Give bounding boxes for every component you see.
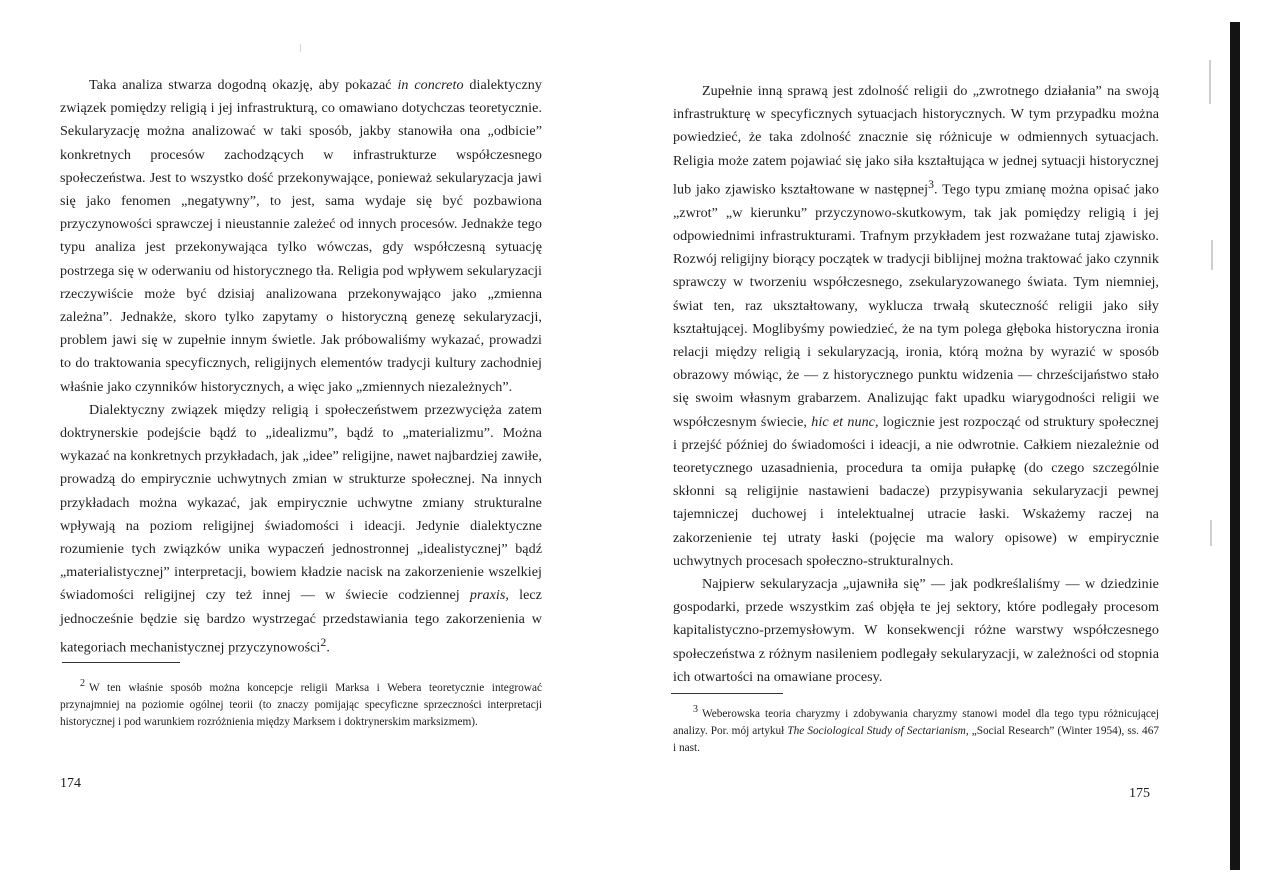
page-number: 175 [1129, 786, 1150, 801]
text-run: Taka analiza stwarza dogodną okazję, aby pokazać [89, 77, 398, 93]
right-body-text [673, 80, 1159, 689]
right-page [631, 0, 1262, 894]
italic-article-title: The Sociological Study of Sectarianism, [787, 725, 969, 738]
footnote [60, 680, 542, 732]
footnote [673, 706, 1159, 758]
page-number: 174 [60, 776, 81, 791]
scan-speck [1210, 520, 1212, 546]
italic-term: praxis, [469, 587, 509, 604]
footnote-text: Weberowska teoria charyzmy i zdobywania charyzmy stanowi model dla tego typu różnicującej analizy. Por. mój artykuł [673, 708, 1159, 738]
left-body-text [60, 74, 542, 660]
text-run: dialektyczny związek pomiędzy religią i jej infrastrukturą, co omawiano dotychczas teoretycznie. Sekularyzację można analizować w taki sposób, jakby stanowiła ona „odbicie” konkretnych procesów zachodzących w infrastrukturze współczesnego społeczeństwa. Jest to wszystko dość przekonywające, ponieważ sekularyzacja jawi się jako fenomen „negatywny”, to jest, sama wydaje się być pozbawiona przyczynowości sprawczej i nieustannie zależeć od innych procesów. Jednakże tego typu analiza jest przekonywająca tylko wówczas, gdy współczesną sytuację postrzega się w oderwaniu od historycznego tła. Religia pod wpływem sekularyzacji rzeczywiście może być dzisiaj analizowana przekonywająco jako „zmienna zależna”. Jednakże, skoro tylko zapytamy o historyczną genezę sekularyzacji, problem jawi się w zupełnie innym świetle. Jak próbowaliśmy wykazać, prowadzi to do traktowania specyficznych, religijnych elementów tradycji kultury zachodniej właśnie jako czynników historycznych, a więc jako „zmiennych niezależnych”. [60, 77, 542, 395]
paragraph [673, 80, 1159, 573]
scan-speck [1209, 60, 1211, 104]
italic-term: hic et nunc, [811, 413, 879, 430]
paragraph [673, 573, 1159, 689]
scan-edge-bar [1230, 22, 1240, 870]
paragraph [60, 399, 542, 660]
footnote-marker: 2 [320, 635, 327, 649]
paragraph [60, 74, 542, 399]
text-run: . Tego typu zmianę można opisać jako „zwrot” „w kierunku” przyczynowo-skutkowym, tak jak pomiędzy religią i jej odpowiednimi infrastrukturami. Trafnym przykładem jest rozważane tutaj zjawisko. Rozwój religijny biorący początek w tradycji biblijnej można traktować jako czynnik sprawczy w tworzeniu współczesnego, zsekularyzowanego świata. Tym niemniej, świat ten, raz ukształtowany, wyklucza trwałą skuteczność religii jako siły kształtującej. Moglibyśmy powiedzieć, że na tym polega głęboka historyczna ironia relacji między religią i sekularyzacją, ironia, którą można by wyrazić w sposób obrazowy mówiąc, że — z historycznego punktu widzenia — chrześcijaństwo stało się swoim własnym grabarzem. Analizując fakt upadku wiarygodności religii we współczesnym świecie, [673, 181, 1159, 430]
text-run: logicznie jest rozpocząć od struktury społecznej i przejść później do świadomości i ideacji, a nie odwrotnie. Całkiem niezależnie od teoretycznego uzasadnienia, procedura ta omija pułapkę (do czego szczególnie skłonni są religijnie nastawieni badacze) przypisywania sekularyzacji pewnej tajemniczej duchowej i intelektualnej utracie łaski. Wskażemy raczej na zakorzenienie tej utraty łaski (pojęcie ma walory opisowe) w empirycznie uchwytnych procesach społeczno-strukturalnych. [673, 413, 1159, 569]
text-run: Zupełnie inną sprawą jest zdolność religii do „zwrotnego działania” na swoją infrastrukturę w specyficznych sytuacjach historycznych. W tym przypadku można powiedzieć, że taka zdolność znacznie się różnicuje w odmiennych sytuacjach. Religia może zatem pojawiać się jako siła kształtująca w jednej sytuacji historycznej lub jako zjawisko kształtowane w następnej [673, 83, 1159, 198]
scan-speck [1211, 240, 1213, 270]
text-run: Najpierw sekularyzacja „ujawniła się” — jak podkreślaliśmy — w dziedzinie gospodarki, przede wszystkim zaś objęła te jej sektory, które podlegały procesom kapitalistyczno-przemysłowym. W konsekwencji różne warstwy współczesnego społeczeństwa z różnym nasileniem podlegały sekularyzacji, w zależności od stopnia ich otwartości na omawiane procesy. [673, 575, 1159, 685]
footnote-marker: 3 [928, 177, 935, 191]
text-run: lecz jednocześnie będzie się bardzo wystrzegać przedstawiania tego zakorzenienia w kategoriach mechanistycznej przyczynowości [60, 587, 542, 656]
text-run: Dialektyczny związek między religią i społeczeństwem przezwycięża zatem doktrynerskie podejście bądź to „idealizmu”, bądź to „materializmu”. Można wykazać na konkretnych przykładach, jak „idee” religijne, nawet najbardziej zawiłe, prowadzą do empirycznie uchwytnych zmian w strukturze społecznej. Na innych przykładach można wykazać, jak empirycznie uchwytne zmiany strukturalne wpływają na poziom religijnej świadomości i ideacji. Jedynie dialektyczne rozumienie tych związków unika wypaczeń jednostronnej „idealistycznej” bądź „materialistycznej” interpretacji, bowiem kładzie nacisk na zakorzenienie wszelkiej świadomości religijnej czy też innej — w świecie codziennej [60, 401, 542, 604]
footnote-divider [62, 662, 180, 663]
footnote-number: 2 [80, 678, 85, 690]
scan-speck [300, 44, 301, 52]
footnote-text: „Social Research” (Winter 1954), ss. 467 i nast. [673, 725, 1159, 755]
footnote-number: 3 [693, 704, 698, 716]
footnote-divider [671, 693, 783, 694]
italic-term: in concreto [397, 77, 464, 93]
text-run: . [326, 639, 330, 656]
footnote-text: W ten właśnie sposób można koncepcje religii Marksa i Webera teoretycznie integrować przynajmniej na poziomie ogólnej teorii (to znaczy pomijając specyficzne sprzeczności interpretacji historycznej i pod warunkiem rozróżnienia między Marksem i doktrynerskim marksizmem). [60, 682, 542, 729]
